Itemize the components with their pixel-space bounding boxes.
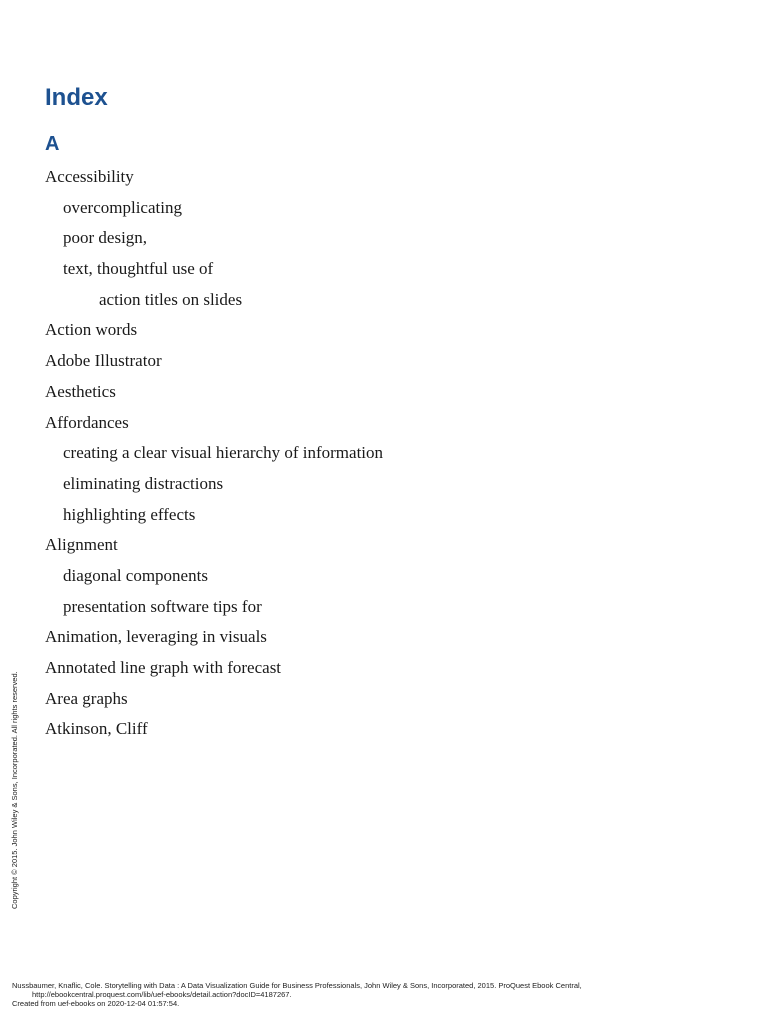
index-subentry: action titles on slides [99, 289, 243, 309]
section-heading-a: A [45, 133, 60, 155]
index-subentry: eliminating distractions [63, 473, 224, 493]
index-subentry: presentation software tips for [63, 596, 262, 616]
index-entry: Animation, leveraging in visuals [45, 627, 267, 647]
index-subentry: poor design, [63, 228, 148, 248]
index-subentry: text, thoughtful use of [63, 259, 214, 279]
index-entry: Atkinson, Cliff [45, 719, 148, 739]
index-entry-list [45, 162, 745, 745]
index-subentry: diagonal components [63, 565, 208, 585]
index-entry: Annotated line graph with forecast [45, 658, 282, 677]
citation-url: http://ebookcentral.proquest.com/lib/uef-ebooks/detail.action?docID=4187267. [32, 990, 292, 999]
citation-footer [12, 981, 582, 1008]
index-entry: Adobe Illustrator [45, 351, 162, 371]
created-timestamp: Created from uef-ebooks on 2020-12-04 01:57:54. [12, 999, 180, 1008]
index-subentry: highlighting effects [63, 504, 196, 524]
index-subentry: creating a clear visual hierarchy of information [63, 443, 384, 463]
index-entry: Area graphs [45, 688, 128, 708]
index-subentry: overcomplicating [63, 197, 182, 217]
index-entry: Aesthetics [45, 381, 116, 401]
index-entry: Affordances [45, 412, 129, 432]
index-entry: Action words [45, 320, 138, 340]
citation-text: Nussbaumer, Knaflic, Cole. Storytelling with Data : A Data Visualization Guide for Business Professionals, John Wiley & Sons, Incorporated, 2015. ProQuest Ebook Central, [12, 981, 582, 990]
page-title: Index [45, 84, 108, 111]
index-entry: Alignment [45, 535, 118, 555]
copyright-notice: Copyright © 2015. John Wiley & Sons, Incorporated. All rights reserved. [10, 671, 19, 909]
index-entry: Accessibility [45, 167, 134, 186]
